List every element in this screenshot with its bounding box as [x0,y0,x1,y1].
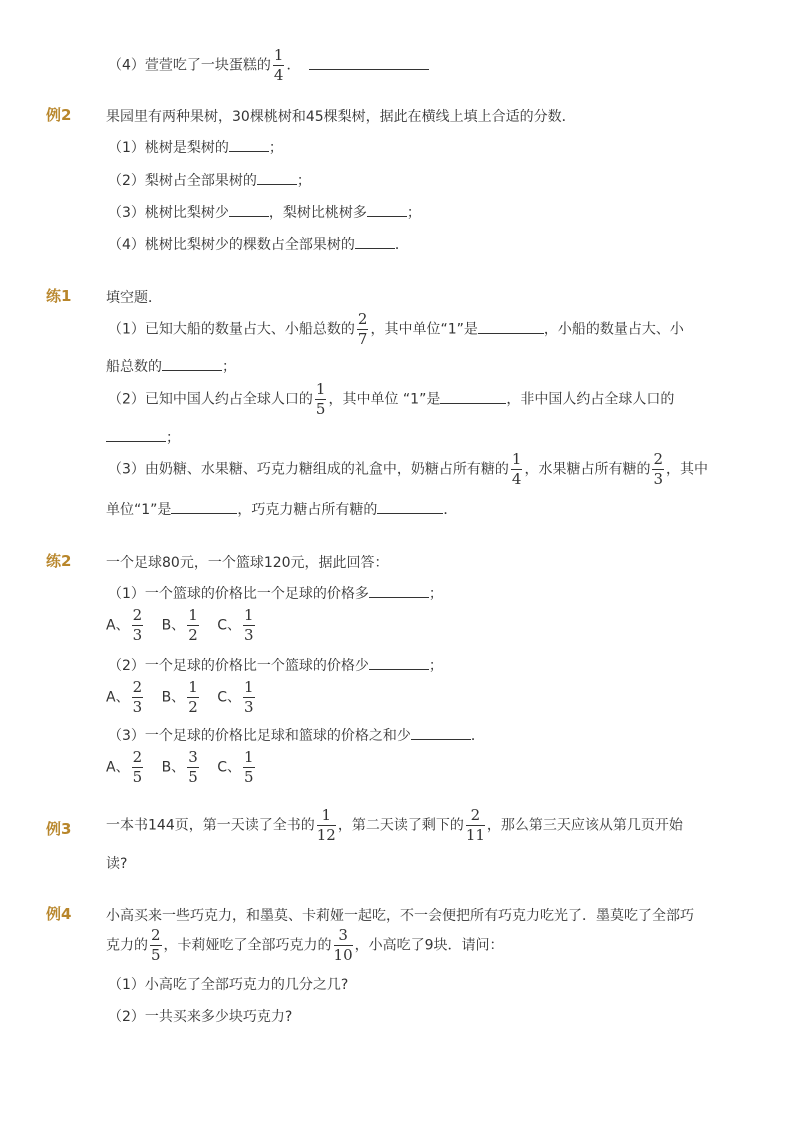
fraction: $\frac{2}{5}$ [151,926,161,964]
answer-blank[interactable] [411,726,471,740]
answer-blank[interactable] [162,357,222,371]
fraction: $\frac{2}{3}$ [653,450,663,488]
fraction: $\frac{1}{4}$ [273,46,284,84]
section-tag-p1: 练1 [46,287,72,305]
answer-blank[interactable] [440,390,506,404]
answer-blank[interactable] [171,500,237,514]
answer-blank[interactable] [369,656,429,670]
answer-blank[interactable] [478,320,544,334]
answer-blank[interactable] [367,203,407,217]
answer-blank[interactable] [229,138,269,152]
answer-blank[interactable] [106,428,166,442]
option-a[interactable]: A、 $\frac{2}{5}$ [106,748,143,786]
section-tag-ex3: 例3 [46,820,72,838]
fraction: $\frac{2}{11}$ [465,806,485,844]
option-a[interactable]: A、 $\frac{2}{3}$ [106,606,143,644]
answer-blank[interactable] [257,171,297,185]
section-tag-p2: 练2 [46,552,72,570]
option-a[interactable]: A、 $\frac{2}{3}$ [106,678,143,716]
fraction: $\frac{3}{10}$ [333,926,353,964]
option-b[interactable]: B、 $\frac{1}{2}$ [161,606,198,644]
answer-blank[interactable] [229,203,269,217]
fraction: $\frac{1}{12}$ [316,806,336,844]
option-b[interactable]: B、 $\frac{3}{5}$ [161,748,198,786]
option-c[interactable]: C、 $\frac{1}{3}$ [217,606,254,644]
section-tag-ex4: 例4 [46,905,72,923]
answer-blank[interactable] [355,235,395,249]
answer-blank[interactable] [377,500,443,514]
option-c[interactable]: C、 $\frac{1}{3}$ [217,678,254,716]
option-c[interactable]: C、 $\frac{1}{5}$ [217,748,254,786]
prev-q4-text: （4）萱萱吃了一块蛋糕的 [108,57,271,74]
fraction: $\frac{2}{7}$ [357,310,368,348]
answer-blank[interactable] [309,56,429,70]
option-b[interactable]: B、 $\frac{1}{2}$ [161,678,198,716]
fraction: $\frac{1}{5}$ [315,380,326,418]
section-tag-ex2: 例2 [46,106,72,124]
answer-blank[interactable] [369,584,429,598]
fraction: $\frac{1}{4}$ [511,450,522,488]
